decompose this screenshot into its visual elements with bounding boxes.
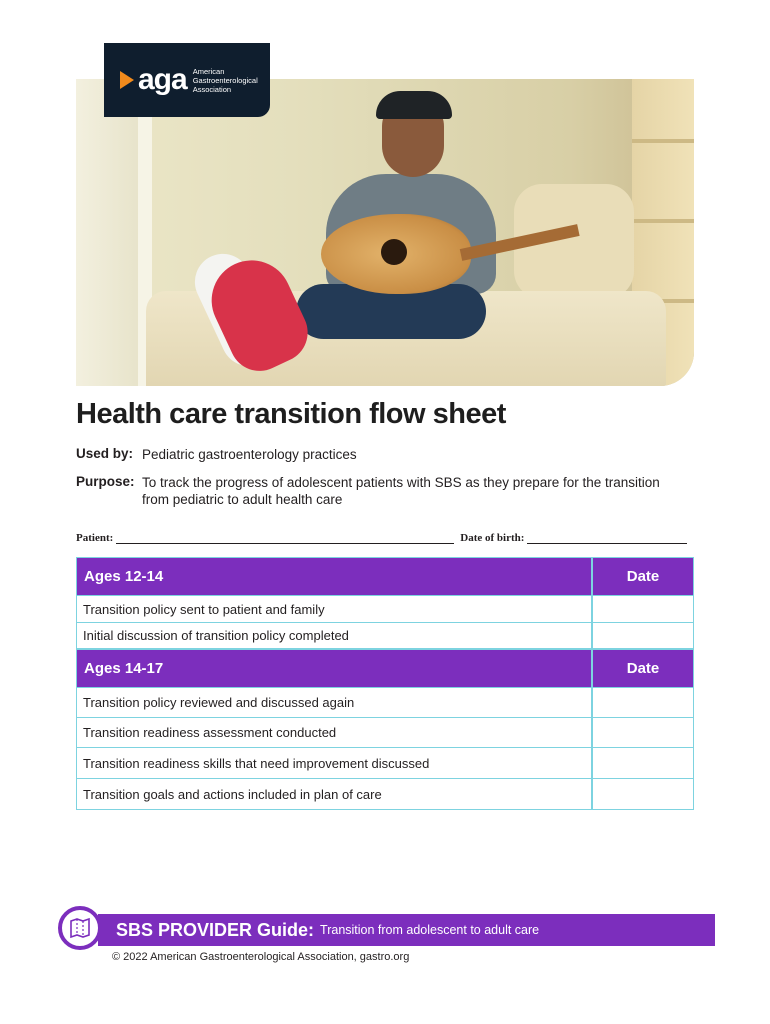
footer-banner: [98, 914, 715, 946]
section-header-ages-12-14: [76, 557, 694, 596]
date-cell[interactable]: [593, 748, 693, 778]
date-cell[interactable]: [593, 623, 693, 648]
row-label: Transition readiness assessment conducted: [77, 718, 593, 747]
patient-label: Patient:: [76, 532, 114, 544]
used-by-row: [76, 446, 687, 463]
table-row: [76, 623, 694, 649]
patient-info-row: [76, 526, 694, 544]
used-by-value: Pediatric gastroenterology practices: [142, 447, 357, 462]
transition-table: [76, 557, 694, 810]
date-header: Date: [626, 568, 660, 585]
table-row: [76, 688, 694, 718]
date-cell[interactable]: [593, 779, 693, 809]
table-row: [76, 718, 694, 748]
aga-logo: [104, 43, 270, 117]
row-label: Transition goals and actions included in plan of care: [77, 779, 593, 809]
section-header-ages-14-17: [76, 649, 694, 688]
map-icon: [58, 906, 102, 950]
row-label: Initial discussion of transition policy completed: [77, 623, 593, 648]
row-label: Transition readiness skills that need improvement discussed: [77, 748, 593, 778]
logo-wordmark: aga: [138, 63, 187, 96]
dob-field[interactable]: [527, 533, 687, 544]
table-row: [76, 779, 694, 810]
purpose-value: To track the progress of adolescent patients with SBS as they prepare for the transition from pediatric to adult health care: [142, 475, 660, 507]
play-arrow-icon: [120, 71, 134, 89]
date-cell[interactable]: [593, 688, 693, 717]
section-title: Ages 12-14: [77, 558, 593, 595]
copyright-text: © 2022 American Gastroenterological Association, gastro.org: [112, 951, 410, 963]
table-row: [76, 596, 694, 623]
footer-guide-subtitle: Transition from adolescent to adult care: [320, 923, 540, 937]
dob-label: Date of birth:: [460, 532, 525, 544]
purpose-row: [76, 474, 687, 508]
date-cell[interactable]: [593, 718, 693, 747]
row-label: Transition policy reviewed and discussed again: [77, 688, 593, 717]
purpose-label: Purpose:: [76, 474, 135, 489]
section-title: Ages 14-17: [77, 650, 593, 687]
used-by-label: Used by:: [76, 446, 134, 461]
footer-guide-title: SBS PROVIDER Guide:: [116, 919, 315, 940]
logo-org-name: American Gastroenterological Association: [192, 66, 258, 94]
page-title: Health care transition flow sheet: [76, 398, 506, 430]
patient-field[interactable]: [116, 533, 454, 544]
table-row: [76, 748, 694, 779]
hero-photo: [76, 79, 694, 386]
row-label: Transition policy sent to patient and family: [77, 596, 593, 622]
date-header: Date: [626, 660, 660, 677]
date-cell[interactable]: [593, 596, 693, 622]
